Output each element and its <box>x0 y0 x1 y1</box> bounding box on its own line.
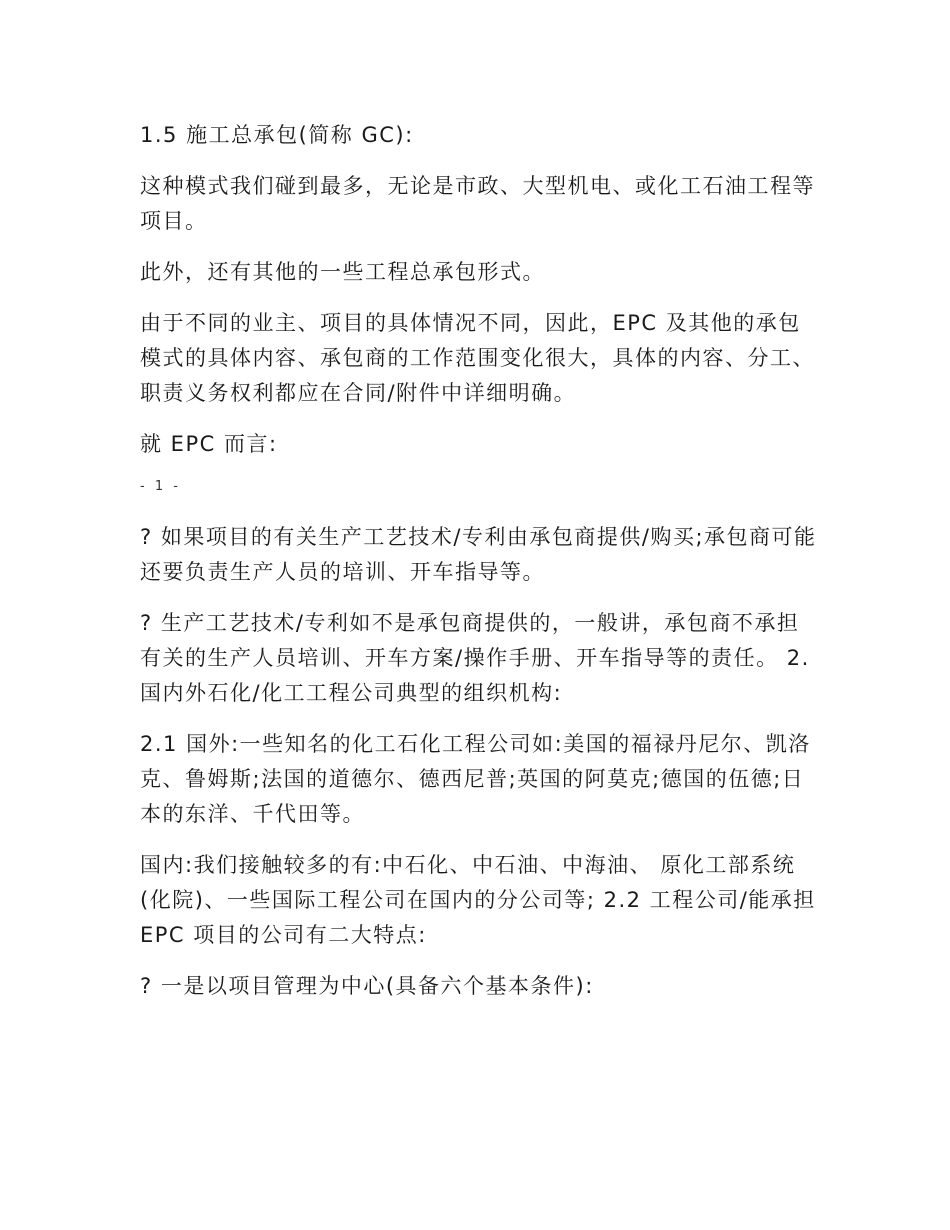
paragraph: 此外，还有其他的一些工程总承包形式。 <box>140 260 545 284</box>
page-number: - 1 - <box>140 479 181 494</box>
bullet-paragraph: ? 如果项目的有关生产工艺技术/专利由承包商提供/购买;承包商可能还要负责生产人员的培训、开车指导等。 <box>140 525 817 584</box>
section-heading-1-5: 1.5 施工总承包(简称 GC): <box>140 123 414 147</box>
paragraph: 国内:我们接触较多的有:中石化、中石油、中海油、 原化工部系统(化院)、一些国际工程公司在国内的分公司等; 2.2 工程公司/能承担 EPC 项目的公司有二大特点: <box>140 853 816 947</box>
bullet-paragraph: ? 一是以项目管理为中心(具备六个基本条件): <box>140 974 594 998</box>
paragraph: 2.1 国外:一些知名的化工石化工程公司如:美国的福禄丹尼尔、凯洛克、鲁姆斯;法国的道德尔、德西尼普;英国的阿莫克;德国的伍德;日本的东洋、千代田等。 <box>140 732 811 826</box>
paragraph: 就 EPC 而言: <box>140 432 278 456</box>
paragraph: 这种模式我们碰到最多，无论是市政、大型机电、或化工石油工程等项目。 <box>140 174 815 233</box>
paragraph: 由于不同的业主、项目的具体情况不同，因此，EPC 及其他的承包模式的具体内容、承包商的工作范围变化很大，具体的内容、分工、职责义务权利都应在合同/附件中详细明确。 <box>140 311 815 405</box>
bullet-paragraph: ? 生产工艺技术/专利如不是承包商提供的，一般讲，承包商不承担有关的生产人员培训、开车方案/操作手册、开车指导等的责任。 2. 国内外石化/化工工程公司典型的组织机构: <box>140 611 810 705</box>
document-body <box>140 118 820 1020</box>
